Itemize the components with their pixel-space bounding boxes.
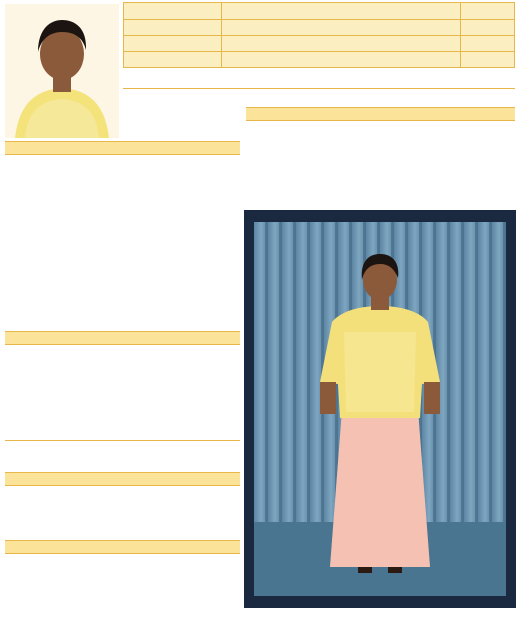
post-label: [124, 20, 222, 36]
salary-ar: [461, 36, 515, 52]
languages-columns: [5, 348, 240, 362]
applicant-photo-large: [244, 210, 516, 608]
applicant-header: [5, 141, 240, 155]
name-row: [123, 67, 515, 89]
education-row: [5, 425, 240, 441]
languages-header: [5, 331, 240, 345]
top-info-table: [123, 2, 515, 68]
post-value: [221, 20, 460, 36]
applicant-photo-small: [5, 4, 119, 138]
passport-header: [246, 107, 515, 121]
employment-header: [5, 472, 240, 486]
post-ar: [461, 20, 515, 36]
declaration-footer: [0, 608, 518, 622]
salary-value: [221, 36, 460, 52]
full-body-photo-icon: [254, 222, 506, 596]
education-value: [5, 443, 240, 463]
ref-ar: [461, 3, 515, 20]
period-value: [221, 52, 460, 68]
salary-label: [124, 36, 222, 52]
ref-value: [221, 3, 460, 20]
ref-label: [124, 3, 222, 20]
period-label: [124, 52, 222, 68]
portrait-icon: [5, 4, 119, 138]
period-ar: [461, 52, 515, 68]
work-header: [5, 540, 240, 554]
